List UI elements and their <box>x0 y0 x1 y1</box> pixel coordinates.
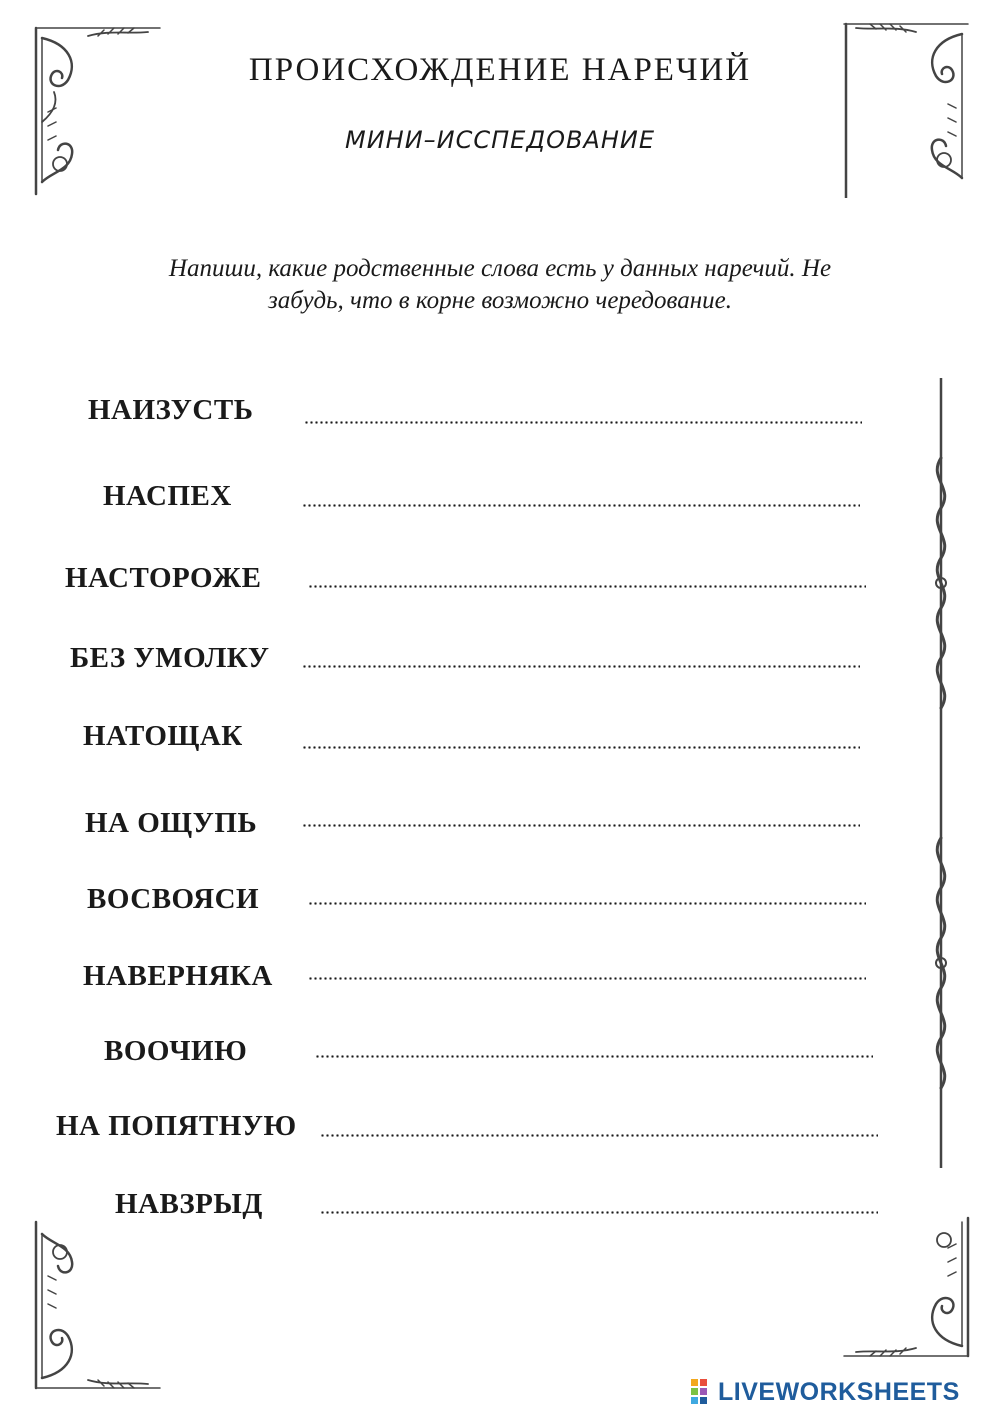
adverb-label: НАВЗРЫД <box>115 1188 263 1220</box>
vertical-divider-ornament-icon <box>924 378 958 1168</box>
answer-line[interactable] <box>308 585 866 588</box>
corner-ornament-top-right-icon <box>836 18 976 198</box>
answer-line[interactable] <box>302 665 860 668</box>
answer-line[interactable] <box>320 1134 878 1137</box>
adverb-label: НАТОЩАК <box>83 720 243 752</box>
adverb-label: НАИЗУСТЬ <box>88 394 254 426</box>
instruction-line-1: Напиши, какие родственные слова есть у данных наречий. Не <box>168 255 832 282</box>
page-subtitle: МИНИ–ИССПЕДОВАНИЕ <box>344 126 656 154</box>
adverb-label: БЕЗ УМОЛКУ <box>70 642 270 674</box>
answer-line[interactable] <box>308 902 866 905</box>
adverb-label: НА ОЩУПЬ <box>85 807 258 839</box>
corner-ornament-bottom-left-icon <box>28 1214 168 1394</box>
answer-line[interactable] <box>304 421 862 424</box>
instruction-text <box>60 253 940 317</box>
adverb-label: НАСПЕХ <box>103 480 232 512</box>
liveworksheets-logo-icon <box>690 1377 716 1407</box>
liveworksheets-logo-text[interactable]: LIVEWORKSHEETS <box>718 1378 960 1406</box>
answer-line[interactable] <box>315 1055 873 1058</box>
adverb-label: НАСТОРОЖЕ <box>65 562 262 594</box>
answer-line[interactable] <box>308 977 866 980</box>
answer-line[interactable] <box>302 746 860 749</box>
answer-line[interactable] <box>302 504 860 507</box>
adverb-label: НА ПОПЯТНУЮ <box>56 1110 297 1142</box>
adverb-label: ВОСВОЯСИ <box>87 883 260 915</box>
adverb-label: НАВЕРНЯКА <box>83 960 273 992</box>
instruction-line-2: забудь, что в корне возможно чередование. <box>267 287 732 314</box>
corner-ornament-bottom-right-icon <box>836 1212 976 1362</box>
answer-line[interactable] <box>302 824 860 827</box>
page-title: ПРОИСХОЖДЕНИЕ НАРЕЧИЙ <box>248 52 752 88</box>
answer-line[interactable] <box>320 1211 878 1214</box>
adverb-label: ВООЧИЮ <box>104 1035 248 1067</box>
corner-ornament-top-left-icon <box>28 22 168 202</box>
